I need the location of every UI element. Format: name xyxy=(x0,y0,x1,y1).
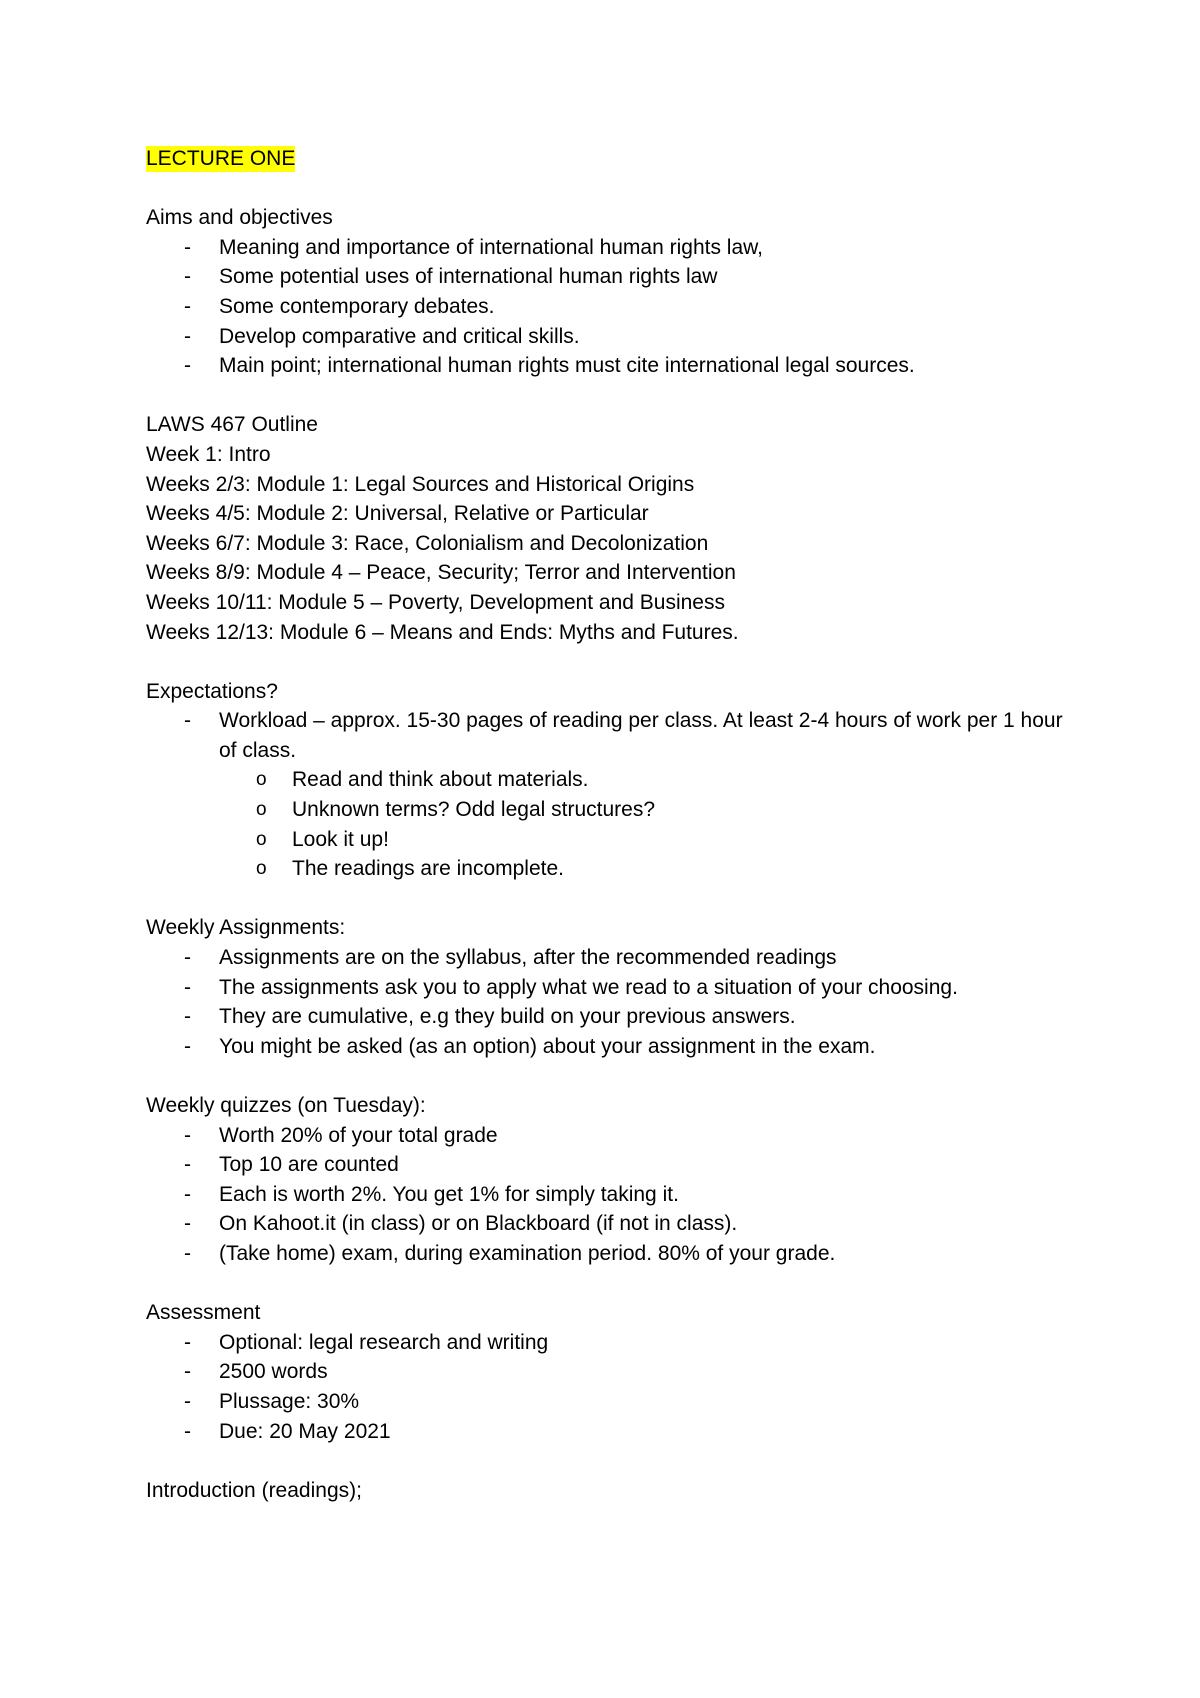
spacer xyxy=(146,1061,1066,1091)
dash-marker: - xyxy=(184,1360,191,1384)
quizzes-item-text: Top 10 are counted xyxy=(219,1153,399,1177)
assignments-item xyxy=(146,973,1066,1003)
circle-bullet-marker: o xyxy=(256,769,267,791)
assessment-title: Assessment xyxy=(146,1301,261,1325)
dash-marker: - xyxy=(184,265,191,289)
quizzes-item-text: Each is worth 2%. You get 1% for simply taking it. xyxy=(219,1182,679,1206)
dash-marker: - xyxy=(184,1153,191,1177)
dash-marker: - xyxy=(184,946,191,970)
assessment-item xyxy=(146,1417,1066,1447)
expectations-title: Expectations? xyxy=(146,679,278,703)
assessment-item xyxy=(146,1357,1066,1387)
spacer xyxy=(146,1269,1066,1299)
outline-line: Weeks 10/11: Module 5 – Poverty, Development and Business xyxy=(146,590,725,614)
quizzes-item xyxy=(146,1209,1066,1239)
spacer xyxy=(146,1446,1066,1476)
expectations-item xyxy=(146,706,1066,765)
outline-line: Week 1: Intro xyxy=(146,442,271,466)
document-page xyxy=(146,144,1066,1505)
subitem-text: Look it up! xyxy=(292,827,389,851)
outline-line: Weeks 4/5: Module 2: Universal, Relative or Particular xyxy=(146,502,649,526)
aims-item xyxy=(146,233,1066,263)
dash-marker: - xyxy=(184,1419,191,1443)
subitem-text: The readings are incomplete. xyxy=(292,857,564,881)
dash-marker: - xyxy=(184,235,191,259)
assignments-item xyxy=(146,1002,1066,1032)
outline-line: Weeks 2/3: Module 1: Legal Sources and Historical Origins xyxy=(146,472,695,496)
aims-item xyxy=(146,351,1066,381)
quizzes-item xyxy=(146,1180,1066,1210)
assignments-item xyxy=(146,943,1066,973)
assignments-item-text: You might be asked (as an option) about your assignment in the exam. xyxy=(219,1034,876,1058)
assignments-item-text: They are cumulative, e.g they build on your previous answers. xyxy=(219,1005,796,1029)
lecture-heading xyxy=(146,144,1066,174)
quizzes-item-text: (Take home) exam, during examination period. 80% of your grade. xyxy=(219,1241,836,1265)
aims-title: Aims and objectives xyxy=(146,206,333,230)
outline-line: Weeks 8/9: Module 4 – Peace, Security; Terror and Intervention xyxy=(146,561,736,585)
dash-marker: - xyxy=(184,709,191,733)
expectations-subitem xyxy=(146,795,1066,825)
aims-item-text: Meaning and importance of international human rights law, xyxy=(219,235,763,259)
circle-bullet-marker: o xyxy=(256,828,267,850)
quizzes-item xyxy=(146,1121,1066,1151)
spacer xyxy=(146,647,1066,677)
assessment-item-text: Due: 20 May 2021 xyxy=(219,1419,391,1443)
circle-bullet-marker: o xyxy=(256,858,267,880)
assessment-item xyxy=(146,1387,1066,1417)
aims-item-text: Some contemporary debates. xyxy=(219,294,495,318)
dash-marker: - xyxy=(184,1005,191,1029)
quizzes-item-text: Worth 20% of your total grade xyxy=(219,1123,498,1147)
introduction-title: Introduction (readings); xyxy=(146,1478,362,1502)
expectations-subitem xyxy=(146,825,1066,855)
spacer xyxy=(146,884,1066,914)
heading-text: LECTURE ONE xyxy=(146,147,296,170)
assignments-item xyxy=(146,1032,1066,1062)
quizzes-title: Weekly quizzes (on Tuesday): xyxy=(146,1094,426,1117)
dash-marker: - xyxy=(184,1389,191,1413)
dash-marker: - xyxy=(184,1241,191,1265)
spacer xyxy=(146,174,1066,204)
assessment-item-text: Plussage: 30% xyxy=(219,1389,360,1413)
subitem-text: Unknown terms? Odd legal structures? xyxy=(292,798,655,822)
quizzes-item xyxy=(146,1239,1066,1269)
dash-marker: - xyxy=(184,1123,191,1147)
assignments-item-text: Assignments are on the syllabus, after the recommended readings xyxy=(219,946,837,970)
dash-marker: - xyxy=(184,324,191,348)
quizzes-item xyxy=(146,1150,1066,1180)
assessment-item-text: Optional: legal research and writing xyxy=(219,1330,549,1354)
assignments-item-text: The assignments ask you to apply what we read to a situation of your choosing. xyxy=(219,975,958,999)
dash-marker: - xyxy=(184,975,191,999)
spacer xyxy=(146,381,1066,411)
assignments-title: Weekly Assignments: xyxy=(146,916,346,940)
aims-item-text: Main point; international human rights must cite international legal sources. xyxy=(219,354,915,378)
assessment-item xyxy=(146,1328,1066,1358)
aims-item-text: Some potential uses of international human rights law xyxy=(219,265,718,289)
aims-item-text: Develop comparative and critical skills. xyxy=(219,324,580,348)
expectations-subitem xyxy=(146,854,1066,884)
outline-line: Weeks 6/7: Module 3: Race, Colonialism and Decolonization xyxy=(146,531,709,555)
aims-item xyxy=(146,292,1066,322)
dash-marker: - xyxy=(184,354,191,378)
expectations-subitem xyxy=(146,765,1066,795)
quizzes-item-text: On Kahoot.it (in class) or on Blackboard (if not in class). xyxy=(219,1212,738,1236)
dash-marker: - xyxy=(184,1212,191,1236)
aims-item xyxy=(146,322,1066,352)
assessment-item-text: 2500 words xyxy=(219,1360,328,1384)
dash-marker: - xyxy=(184,1330,191,1354)
dash-marker: - xyxy=(184,1034,191,1058)
circle-bullet-marker: o xyxy=(256,799,267,821)
dash-marker: - xyxy=(184,294,191,318)
dash-marker: - xyxy=(184,1182,191,1206)
outline-title: LAWS 467 Outline xyxy=(146,413,318,437)
outline-line: Weeks 12/13: Module 6 – Means and Ends: Myths and Futures. xyxy=(146,620,739,644)
aims-item xyxy=(146,262,1066,292)
subitem-text: Read and think about materials. xyxy=(292,768,589,792)
expectations-item-text: Workload – approx. 15-30 pages of reading per class. At least 2-4 hours of work per 1 hour of class. xyxy=(219,709,1063,762)
